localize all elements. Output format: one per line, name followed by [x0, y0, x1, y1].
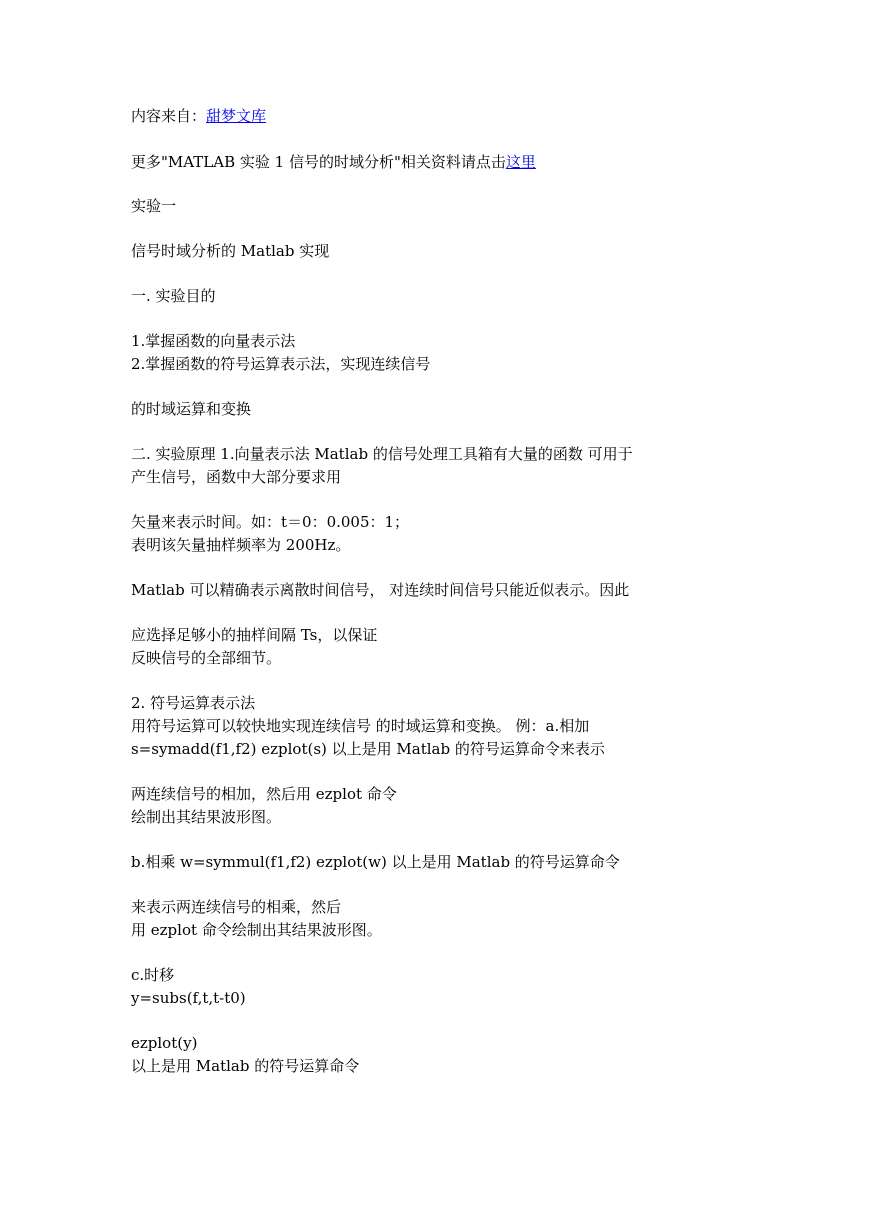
purpose-item-2-cont: 的时域运算和变换 — [131, 400, 252, 418]
source-link[interactable]: 甜梦文库 — [206, 107, 267, 125]
principle-paragraph-line-2: 产生信号，函数中大部分要求用 — [131, 468, 342, 486]
multiply-description-line: 来表示两连续信号的相乘，然后 — [131, 898, 342, 916]
subs-line: y=subs(f,t,t-t0) — [131, 989, 246, 1007]
symmul-line: b.相乘 w=symmul(f1,f2) ezplot(w) 以上是用 Matlab 的符号运算命令 — [131, 853, 620, 871]
ezplot-line: ezplot(y) — [131, 1034, 198, 1052]
more-info-link[interactable]: 这里 — [505, 153, 536, 171]
experiment-heading: 实验一 — [131, 197, 177, 215]
symbolic-intro-line: 用符号运算可以较快地实现连续信号 的时域运算和变换。 例：a.相加 — [131, 717, 590, 735]
principle-paragraph-line-1: 二. 实验原理 1.向量表示法 Matlab 的信号处理工具箱有大量的函数 可用于 — [131, 445, 633, 463]
more-info-prefix: 更多"MATLAB 实验 1 信号的时域分析"相关资料请点击 — [131, 153, 506, 171]
sampling-interval-line: 应选择足够小的抽样间隔 Ts，以保证 — [131, 626, 378, 644]
sampling-frequency-line: 表明该矢量抽样频率为 200Hz。 — [131, 536, 351, 554]
more-info-line — [131, 151, 536, 173]
purpose-item-1: 1.掌握函数的向量表示法 — [131, 332, 296, 350]
discrete-signal-line: Matlab 可以精确表示离散时间信号， 对连续时间信号只能近似表示。因此 — [131, 581, 630, 599]
symadd-line: s=symadd(f1,f2) ezplot(s) 以上是用 Matlab 的符号运算命令来表示 — [131, 740, 605, 758]
symbolic-heading: 2. 符号运算表示法 — [131, 694, 256, 712]
vector-time-line: 矢量来表示时间。如：t＝0：0.005：1； — [131, 513, 410, 531]
signal-detail-line: 反映信号的全部细节。 — [131, 649, 282, 667]
purpose-item-2: 2.掌握函数的符号运算表示法，实现连续信号 — [131, 355, 431, 373]
experiment-title: 信号时域分析的 Matlab 实现 — [131, 242, 330, 260]
time-shift-heading: c.时移 — [131, 966, 175, 984]
multiply-waveform-line: 用 ezplot 命令绘制出其结果波形图。 — [131, 921, 382, 939]
section-heading-purpose: 一. 实验目的 — [131, 287, 216, 305]
source-prefix: 内容来自： — [131, 107, 207, 125]
shift-description-line: 以上是用 Matlab 的符号运算命令 — [131, 1057, 360, 1075]
add-waveform-line: 绘制出其结果波形图。 — [131, 808, 282, 826]
add-description-line: 两连续信号的相加，然后用 ezplot 命令 — [131, 785, 397, 803]
source-line — [131, 105, 266, 127]
